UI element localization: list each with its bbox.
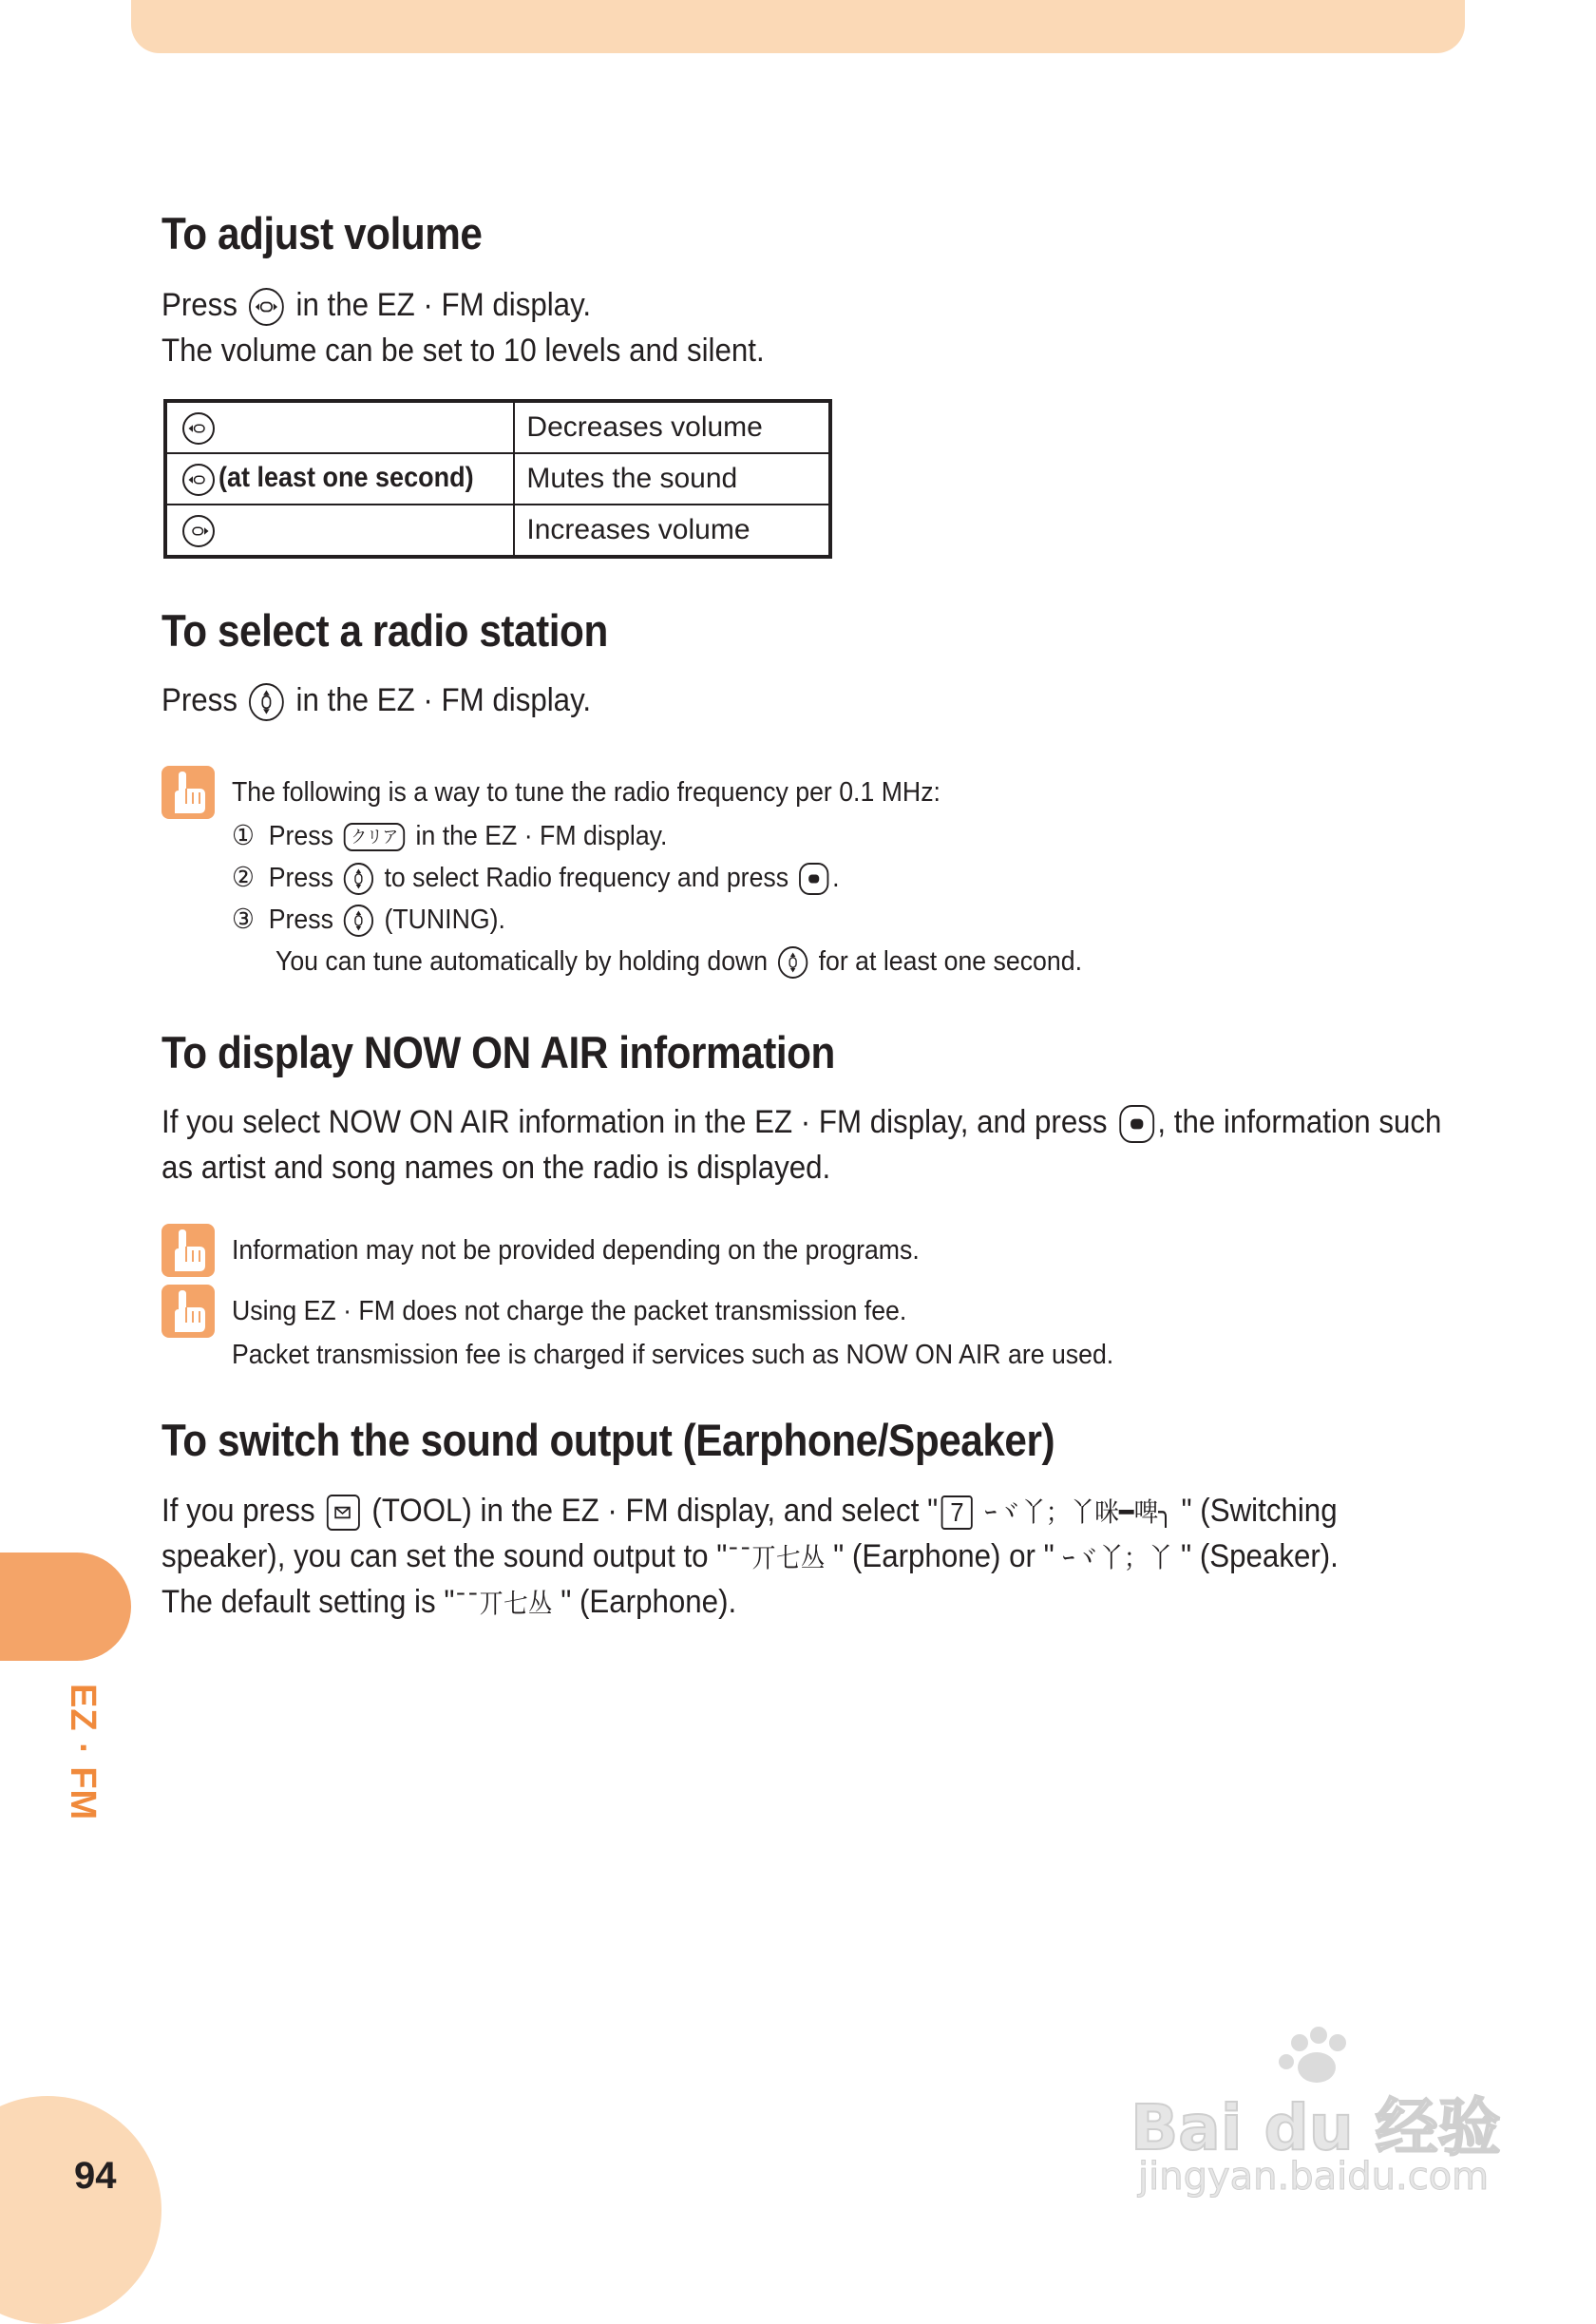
action-cell: Mutes the sound [514,453,830,505]
radio-instruction: Press in the EZ · FM display. [162,682,591,721]
note-hand-icon [162,766,215,819]
watermark-url: jingyan.baidu.com [1138,2155,1490,2199]
sound-text-line2: speaker), you can set the sound output to "ˉˉ丌七丛 " (Earphone) or " ｰヾ丫；丫 " (Speaker). [162,1538,1339,1574]
volume-instruction: Press in the EZ · FM display. [162,287,591,326]
watermark-brand: Bai du 经验 [1130,2091,1501,2164]
key-cell [165,401,514,453]
volume-key-table [163,399,832,559]
up-down-key-icon [249,683,284,721]
page-number-badge [0,2096,162,2324]
volume-levels-text: The volume can be set to 10 levels and silent. [162,333,765,369]
tuning-step-2: ② Press to select Radio frequency and press . [232,861,840,895]
key-cell [165,505,514,557]
section-title-nowonair: To display NOW ON AIR information [162,1027,835,1077]
left-key-icon [182,464,215,496]
baidu-watermark [1130,2014,1510,2204]
nowonair-text-line1: If you select NOW ON AIR information in the EZ · FM display, and press , the information such [162,1104,1441,1143]
action-cell: Decreases volume [514,401,830,453]
page-number: 94 [74,2155,117,2197]
up-down-key-icon [778,946,808,979]
sound-text-line3: The default setting is "ˉˉ丌七丛 " (Earphone). [162,1584,737,1620]
table-row [165,505,830,557]
right-key-icon [182,515,215,547]
tuning-auto-text: You can tune automatically by holding down for at least one second. [276,946,1082,979]
note-hand-icon [162,1285,215,1338]
center-key-icon [799,863,828,895]
section-title-sound: To switch the sound output (Earphone/Speaker) [162,1415,1055,1465]
key-7-icon: 7 [941,1495,973,1530]
left-key-icon [182,412,215,445]
nowonair-note-2b: Packet transmission fee is charged if services such as NOW ON AIR are used. [232,1340,1114,1370]
nowonair-note-1: Information may not be provided depending on the programs. [232,1235,920,1266]
section-title-radio: To select a radio station [162,605,608,656]
up-down-key-icon [344,863,373,895]
tuning-step-3: ③ Press (TUNING). [232,903,505,937]
side-tab [0,1553,131,1661]
center-key-icon [1119,1105,1154,1143]
section-title-volume: To adjust volume [162,208,483,258]
tuning-note-intro: The following is a way to tune the radio frequency per 0.1 MHz: [232,777,940,808]
tuning-step-1: ① Press クリア in the EZ · FM display. [232,821,668,851]
nowonair-note-2a: Using EZ · FM does not charge the packet transmission fee. [232,1296,907,1326]
sound-text-line1: If you press (TOOL) in the EZ · FM display, and select " 7 ｰヾ丫；丫咪━啤╮ " (Switching [162,1492,1338,1531]
tool-key-icon [327,1495,360,1531]
action-cell: Increases volume [514,505,830,557]
table-row [165,453,830,505]
table-row [165,401,830,453]
clear-key-icon: クリア [344,823,405,851]
top-banner [131,0,1465,53]
side-label: EZ · FM [63,1684,103,1821]
up-down-key-icon [344,905,373,937]
nowonair-text-line2: as artist and song names on the radio is displayed. [162,1150,831,1186]
key-cell [165,453,514,505]
left-right-key-icon [249,288,284,326]
key-note: (at least one second) [218,462,474,494]
note-hand-icon [162,1224,215,1277]
